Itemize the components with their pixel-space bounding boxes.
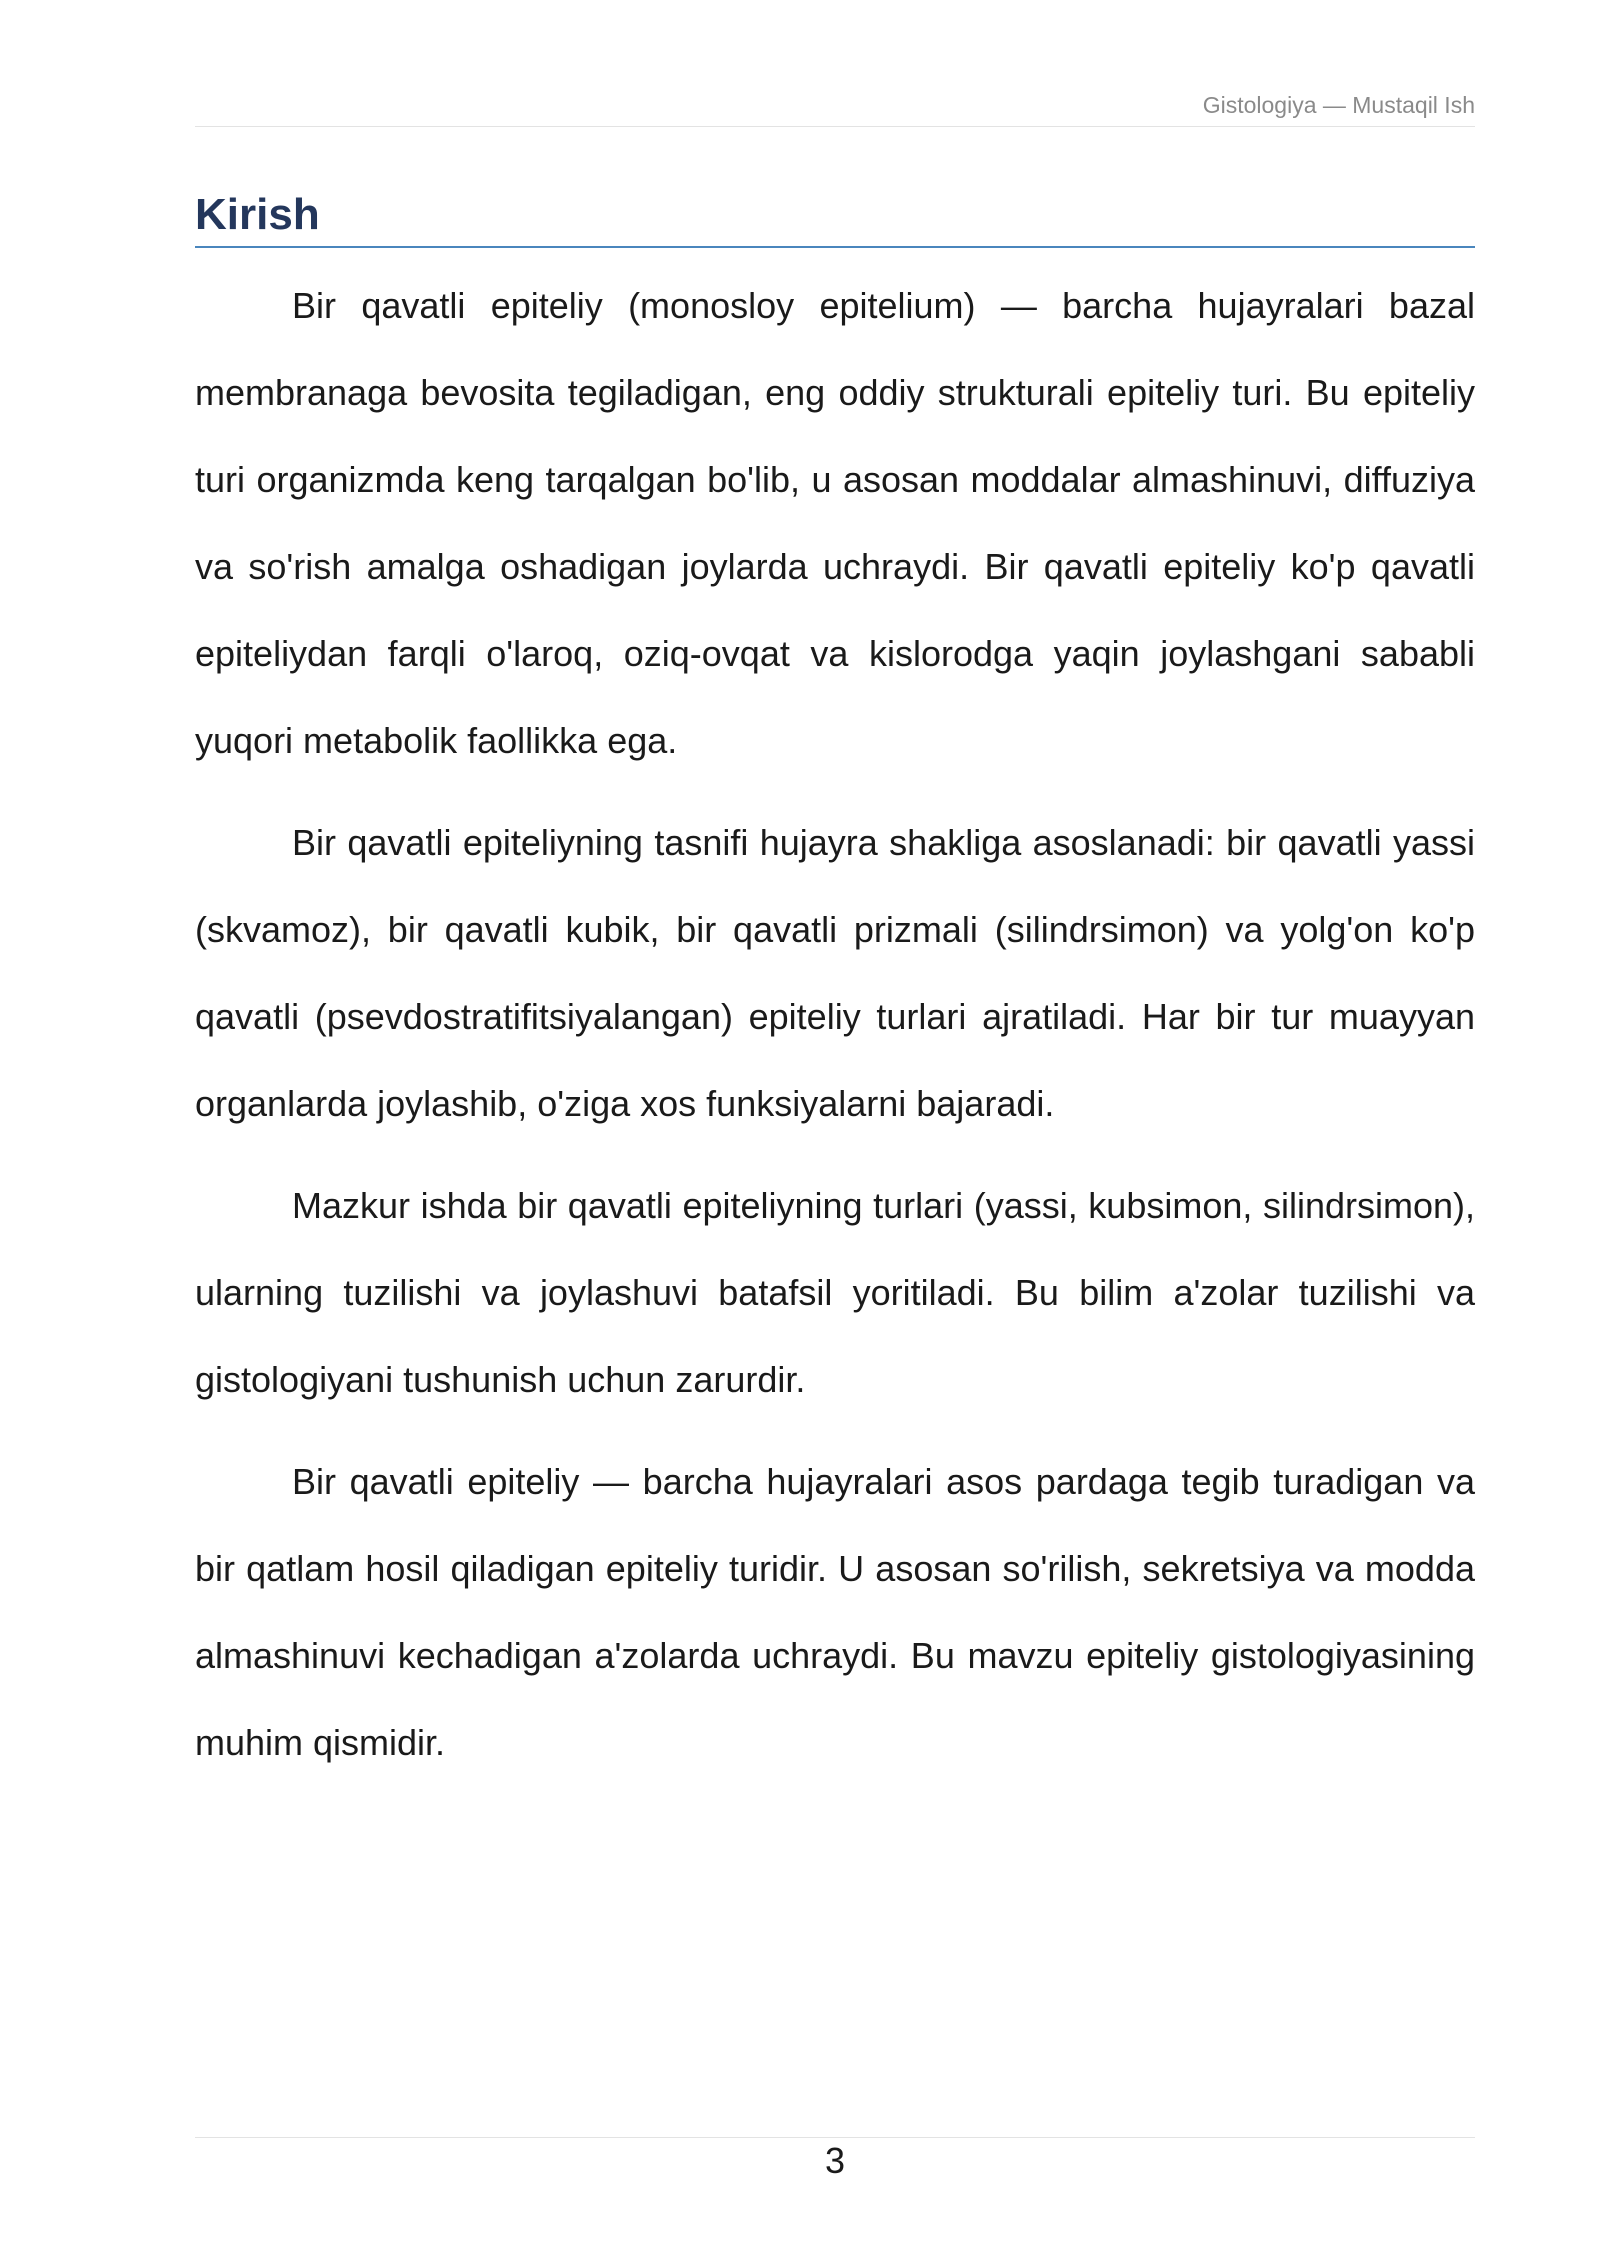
paragraph: Bir qavatli epiteliy (monosloy epitelium) — barcha hujayralari bazal membranaga bevosita tegiladigan, eng oddiy strukturali epiteliy turi. Bu epiteliy turi organizmda keng tarqalgan bo'lib, u asosan moddalar almashinuvi, diffuziya va so'rish amalga oshadigan joylarda uchraydi. Bir qavatli epiteliy ko'p qavatli epiteliydan farqli o'laroq, oziq-ovqat va kislorodga yaqin joylashgani sababli yuqori metabolik faollikka ega. (195, 285, 1475, 761)
running-header: Gistologiya — Mustaqil Ish (1202, 92, 1475, 118)
footer-divider (195, 2137, 1475, 2138)
paragraph: Bir qavatli epiteliyning tasnifi hujayra shakliga asoslanadi: bir qavatli yassi (skvamoz), bir qavatli kubik, bir qavatli prizmali (silindrsimon) va yolg'on ko'p qavatli (psevdostratifitsiyalangan) epiteliy turlari ajratiladi. Har bir tur muayyan organlarda joylashib, o'ziga xos funksiyalarni bajaradi. (195, 822, 1475, 1124)
section-title: Kirish (195, 190, 320, 239)
page-number: 3 (824, 2140, 846, 2181)
paragraph: Bir qavatli epiteliy — barcha hujayralari asos pardaga tegib turadigan va bir qatlam hosil qiladigan epiteliy turidir. U asosan so'rilish, sekretsiya va modda almashinuvi kechadigan a'zolarda uchraydi. Bu mavzu epiteliy gistologiyasining muhim qismidir. (195, 1461, 1475, 1763)
title-underline (195, 246, 1475, 248)
header-divider (195, 126, 1475, 127)
paragraph: Mazkur ishda bir qavatli epiteliyning turlari (yassi, kubsimon, silindrsimon), ularning tuzilishi va joylashuvi batafsil yoritiladi. Bu bilim a'zolar tuzilishi va gistologiyani tushunish uchun zarurdir. (195, 1185, 1475, 1400)
section-body (195, 262, 1475, 1801)
